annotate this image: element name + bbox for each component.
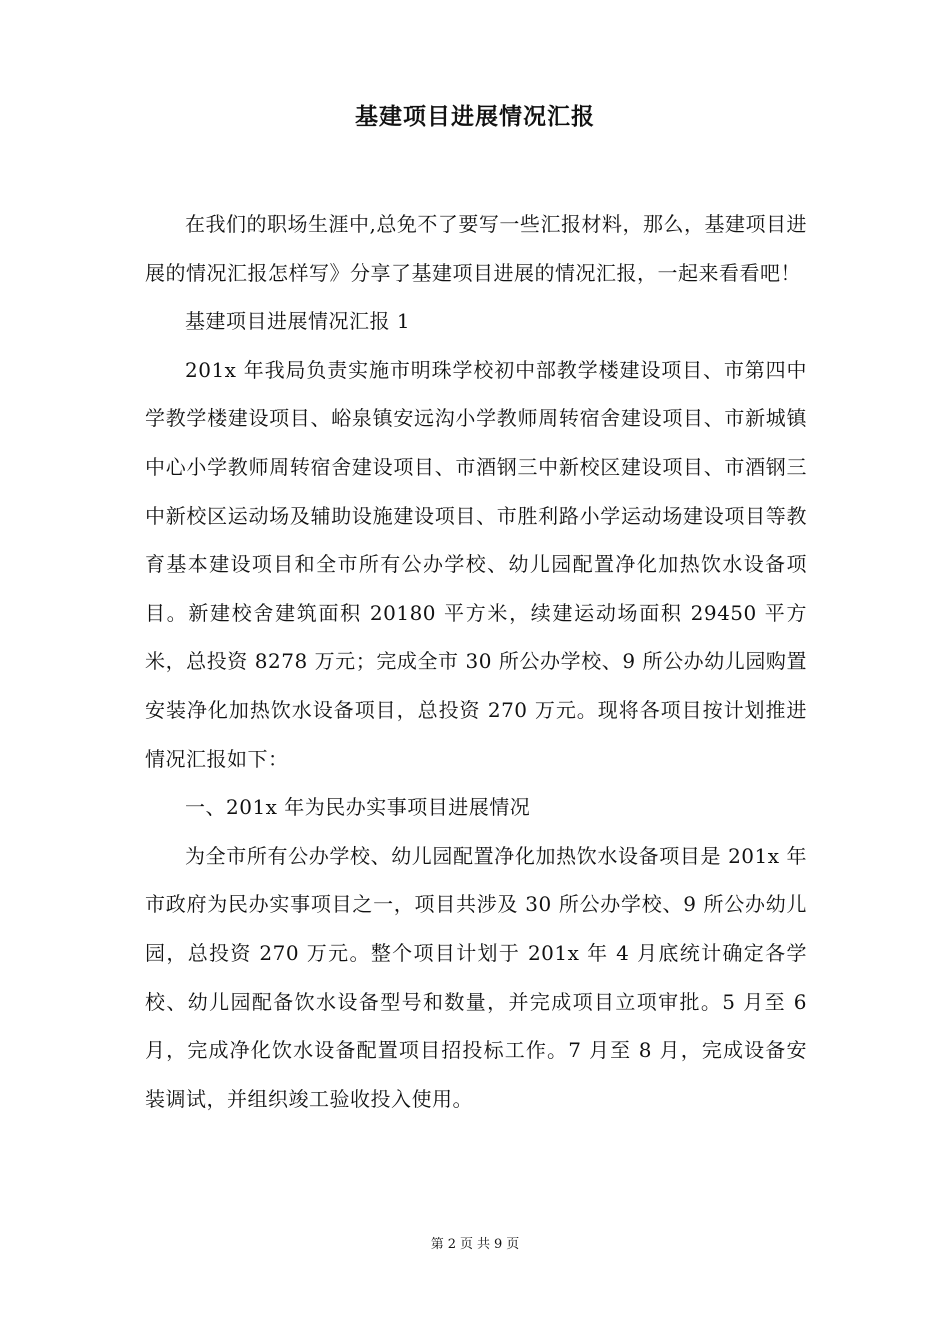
footer-current-page: 2 bbox=[447, 1237, 456, 1252]
footer-page-prefix: 第 bbox=[430, 1237, 444, 1252]
page-footer bbox=[0, 1236, 950, 1254]
footer-total-suffix: 页 bbox=[506, 1237, 520, 1252]
projects-overview-paragraph: 201x 年我局负责实施市明珠学校初中部教学楼建设项目、市第四中学教学楼建设项目、峪泉镇安远沟小学教师周转宿舍建设项目、市新城镇中心小学教师周转宿舍建设项目、市酒钢三中新校区建设项目、市酒钢三中新校区运动场及辅助设施建设项目、市胜利路小学运动场建设项目等教育基本建设项目和全市所有公办学校、幼儿园配置净化加热饮水设备项目。新建校舍建筑面积 20180 平方米，续建运动场面积 29450 平方米，总投资 8278 万元；完成全市 30 所公办学校、9 所公办幼儿园购置安装净化加热饮水设备项目，总投资 270 万元。现将各项目按计划推进情况汇报如下： bbox=[145, 357, 807, 771]
document-title: 基建项目进展情况汇报 bbox=[355, 103, 595, 130]
section-heading-practical-projects: 一、201x 年为民办实事项目进展情况 bbox=[185, 795, 531, 820]
document-body bbox=[145, 200, 807, 1123]
footer-total-prefix: 共 bbox=[477, 1237, 491, 1252]
water-equipment-paragraph: 为全市所有公办学校、幼儿园配置净化加热饮水设备项目是 201x 年市政府为民办实事项目之一，项目共涉及 30 所公办学校、9 所公办幼儿园，总投资 270 万元。整个项目计划于 201x 年 4 月底统计确定各学校、幼儿园配备饮水设备型号和数量，并完成项目立项审批。5 月至 6 月，完成净化饮水设备配置项目招投标工作。7 月至 8 月，完成设备安装调试，并组织竣工验收投入使用。 bbox=[145, 843, 807, 1111]
intro-paragraph: 在我们的职场生涯中,总免不了要写一些汇报材料，那么，基建项目进展的情况汇报怎样写》分享了基建项目进展的情况汇报，一起来看看吧！ bbox=[145, 212, 807, 285]
footer-page-word: 页 bbox=[459, 1237, 473, 1252]
section-heading-report-1: 基建项目进展情况汇报 1 bbox=[185, 309, 411, 334]
footer-total-pages: 9 bbox=[494, 1237, 503, 1252]
